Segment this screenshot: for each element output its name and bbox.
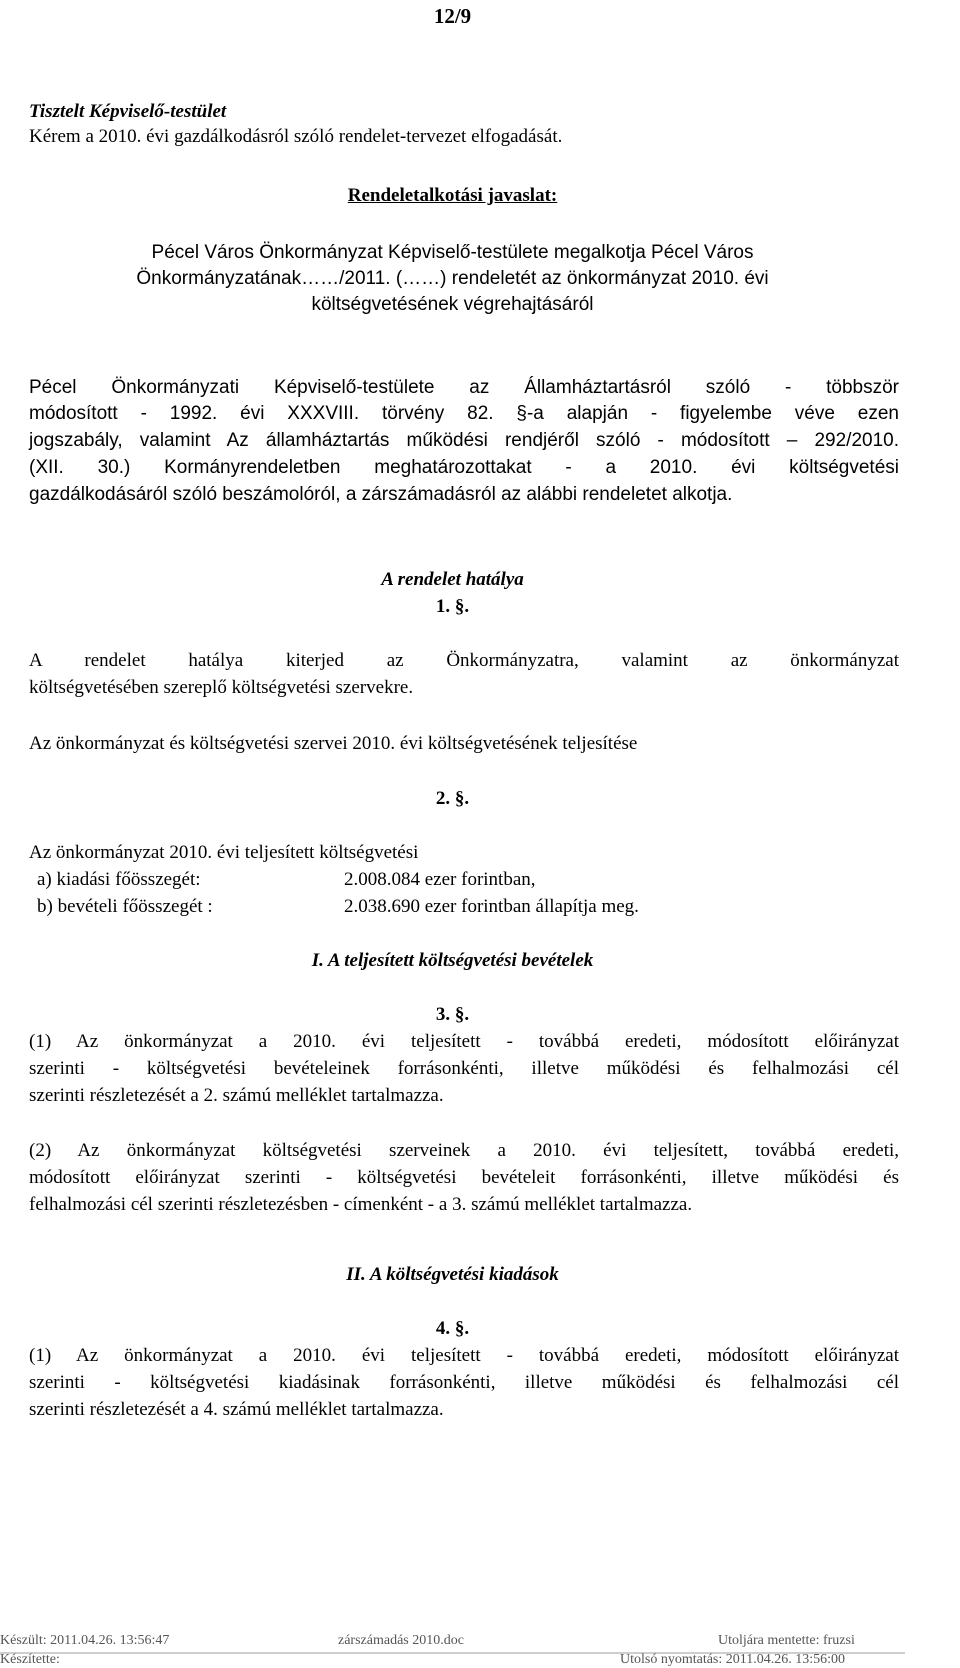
scope-line: költségvetésében szereplő költségvetési szervekre. — [29, 677, 414, 698]
revenue-p1-line: szerinti - költségvetési bevételeinek forrásonkénti, illetve működési és felhalmozási cél — [29, 1058, 899, 1079]
section2-intro: Az önkormányzat 2010. évi teljesített költségvetési — [29, 842, 419, 863]
revenue-p2-line: (2) Az önkormányzat költségvetési szerveinek a 2010. évi teljesített, továbbá eredeti, — [29, 1140, 899, 1161]
proposal-heading: Rendeletalkotási javaslat: — [347, 185, 558, 206]
footer-created: Készült: 2011.04.26. 13:56:47 — [0, 1633, 170, 1648]
section2-item-value: 2.008.084 ezer forintban, — [344, 869, 536, 890]
scope-line: A rendelet hatálya kiterjed az Önkormányzatra, valamint az önkormányzat — [29, 650, 899, 671]
revenue-p1-line: (1) Az önkormányzat a 2010. évi teljesített - továbbá eredeti, módosított előirányzat — [29, 1031, 899, 1052]
preamble-line: (XII. 30.) Kormányrendeletben meghatározottakat - a 2010. évi költségvetési — [29, 457, 899, 478]
expenditure-p1-line: (1) Az önkormányzat a 2010. évi teljesített - továbbá eredeti, módosított előirányzat — [29, 1345, 899, 1366]
preamble-line: jogszabály, valamint Az államháztartás működési rendjéről szóló - módosított – 292/2010. — [29, 430, 899, 451]
section2-item-value: 2.038.690 ezer forintban állapítja meg. — [344, 896, 639, 917]
footer-last-saved-by: Utoljára mentette: fruzsi — [718, 1633, 855, 1648]
proposal-line: költségvetésének végrehajtásáról — [311, 294, 594, 315]
footer-filename: zárszámadás 2010.doc — [338, 1633, 464, 1648]
footer-last-printed: Utolsó nyomtatás: 2011.04.26. 13:56:00 — [620, 1652, 846, 1667]
section-4: 4. §. — [435, 1318, 470, 1339]
preamble-line: módosított - 1992. évi XXXVIII. törvény 82. §-a alapján - figyelembe véve ezen — [29, 403, 899, 424]
preamble-line: gazdálkodásáról szóló beszámolóról, a zárszámadásról az alábbi rendeletet alkotja. — [29, 484, 733, 505]
section-3: 3. §. — [435, 1004, 470, 1025]
preamble-line: Pécel Önkormányzati Képviselő-testülete az Államháztartásról szóló - többször — [29, 377, 899, 398]
greeting-request: Kérem a 2010. évi gazdálkodásról szóló rendelet-tervezet elfogadását. — [29, 126, 563, 147]
footer-author: Készítette: — [0, 1652, 60, 1667]
revenue-p1-line: szerinti részletezését a 2. számú melléklet tartalmazza. — [29, 1085, 444, 1106]
section2-item-label: b) bevételi főösszegét : — [37, 896, 213, 917]
revenue-p2-line: felhalmozási cél szerinti részletezésben - címenként - a 3. számú melléklet tartalmazza. — [29, 1194, 693, 1215]
revenue-p2-line: módosított előirányzat szerinti - költségvetési bevételeit forrásonkénti, illetve működési és — [29, 1167, 899, 1188]
expenditure-heading: II. A költségvetési kiadások — [346, 1264, 559, 1285]
proposal-line: Önkormányzatának……/2011. (……) rendeletét az önkormányzat 2010. évi — [136, 268, 769, 289]
proposal-line: Pécel Város Önkormányzat Képviselő-testülete megalkotja Pécel Város — [151, 242, 754, 263]
section-1: 1. §. — [435, 596, 470, 617]
section2-item-label: a) kiadási főösszegét: — [37, 869, 201, 890]
scope-heading: A rendelet hatálya — [381, 569, 524, 590]
greeting-title: Tisztelt Képviselő-testület — [29, 101, 227, 122]
expenditure-p1-line: szerinti - költségvetési kiadásinak forrásonkénti, illetve működési és felhalmozási cél — [29, 1372, 899, 1393]
expenditure-p1-line: szerinti részletezését a 4. számú melléklet tartalmazza. — [29, 1399, 444, 1420]
page-number: 12/9 — [433, 4, 472, 28]
scope-subheading: Az önkormányzat és költségvetési szervei 2010. évi költségvetésének teljesítése — [29, 733, 638, 754]
revenue-heading: I. A teljesített költségvetési bevételek — [311, 950, 594, 971]
section-2: 2. §. — [435, 788, 470, 809]
